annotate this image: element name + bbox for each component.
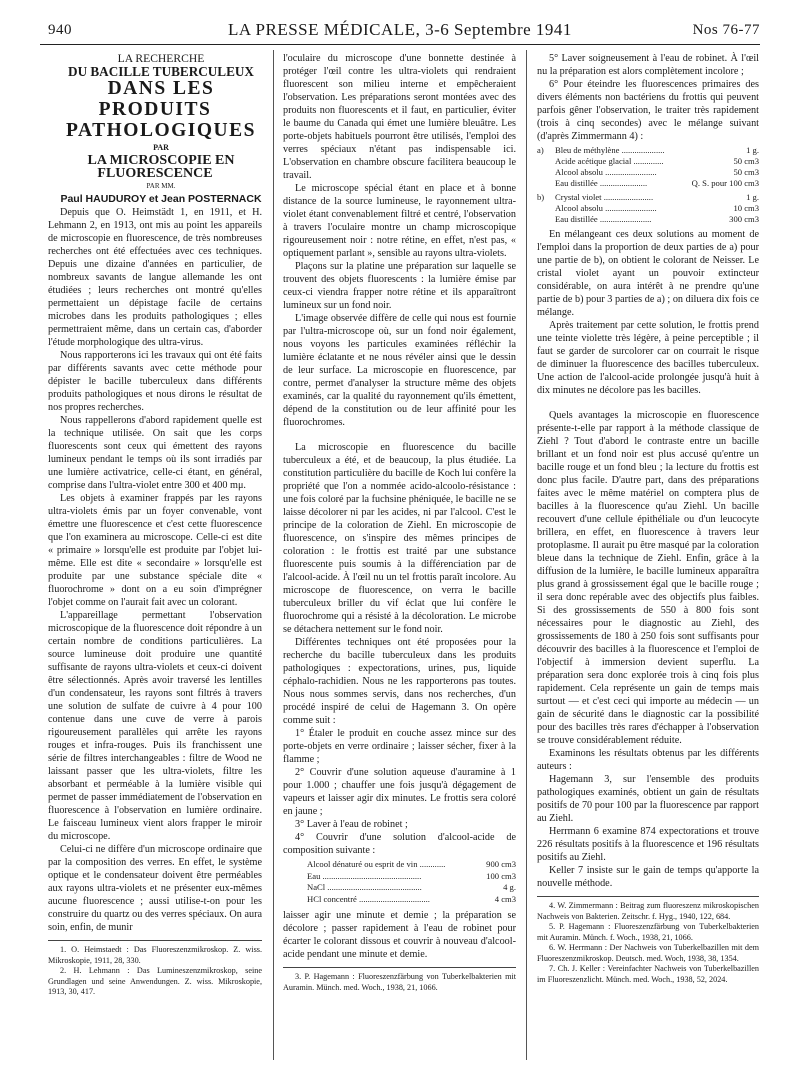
column-1 bbox=[48, 52, 262, 998]
paragraph: Examinons les résultats obtenus par les différents auteurs : bbox=[537, 748, 759, 772]
page-number: 940 bbox=[48, 22, 72, 38]
footnote: 6. W. Herrmann : Der Nachweis von Tuberkelbazillen mit dem Fluoreszenzmikroskop. Deutsch. med. Woch, 1938, 38, 1354. bbox=[537, 943, 759, 963]
column-3 bbox=[537, 52, 759, 985]
article-title-line-1: DANS LES PRODUITS bbox=[98, 78, 215, 120]
reagent-row: Acide acétique glacial .............. 50 cm3 bbox=[555, 156, 759, 166]
footnote-rule bbox=[48, 940, 262, 941]
paragraph: Quels avantages la microscopie en fluorescence présente-t-elle par rapport à la méthode classique de Ziehl ? Tout d'abord le contraste entre un bacille brillant et un fond noir est plus accusé qu'entre un bacille rouge et un fond bleu ; la lecture du frottis est donc plus facile. D'autre part, dans des préparations faites avec le même matériel on comptera plus de bacilles à la fluorescence qu'au Ziehl. Un bacille recouvert d'une cellule épithéliale ou d'un leucocyte brillera, en effet, en fluorescence à travers leur protoplasme. Il aurait pu être masqué par la coloration bleue dans la technique de Ziehl. Enfin, grâce à la diffusion de la lumière, le bacille lumineux apparaîtra plus grand à grossissement égal que le bacille rouge ; il sera donc repérable avec des objectifs plus faibles. Si des grossissements de 550 à 800 fois sont nécessaires pour le diagnostic au Ziehl, des grossissements de 180 à 250 fois sont suffisants pour découvrir des bacilles à la fluorescence et l'emploi de l'objectif à immersion devient superflu. La préparation sera donc explorée trois à cinq fois plus rapidement. Cela représente un gain de temps mais surtout — et c'est ceci qui importe au médecin — un gain de sécurité dans le diagnostic car la possibilité pour des bacilles très rares d'échapper à l'observation se trouve considérablement réduite. bbox=[537, 410, 759, 746]
journal-title: LA PRESSE MÉDICALE, 3-6 Septembre 1941 bbox=[228, 20, 572, 39]
footnote: 5. P. Hagemann : Fluoreszenzfärbung von Tuberkelbakterien mit Auramin. Münch. f. Woch., 1938, 21, 1066. bbox=[537, 922, 759, 942]
paragraph: Les objets à examiner frappés par les rayons ultra-violets émis par un foyer convenable, vont émettre une fluorescence et c'est cette fluorescence que l'on examinera au microscope. Celle-ci est dite « primaire » lorsqu'elle est produite par l'objet lui-même. Elle est dite « secondaire » lorsqu'elle est produite par une substance spéciale dite « fluorochrome » dont on a eu soin d'imprégner l'objet comme on l'aurait fait avec un colorant. bbox=[48, 493, 262, 608]
alcohol-acid-formula bbox=[307, 859, 516, 905]
formula-row: NaCl ............................................ 4 g. bbox=[307, 882, 516, 892]
reagent-row: b) Crystal violet ....................... 1 g. bbox=[537, 192, 759, 202]
paragraph: Depuis que O. Heimstädt 1, en 1911, et H. Lehmann 2, en 1913, ont mis au point les appareils de microscopie en fluorescence, de très nombreuses recherches ont été effectuées avec ces techniques. Depuis une dizaine d'années en particulier, de nombreux savants de langue allemande les ont étudiées ; leurs recherches ont montré qu'elles permettaient un dépistage facile de certains microbes dans les produits pathologiques ; elles permettraient même, dans un certain cas, d'aborder l'étude morphologique des ultra-virus. bbox=[48, 207, 262, 348]
reagent-row: a) Bleu de méthylène .................... 1 g. bbox=[537, 145, 759, 155]
paragraph: Différentes techniques ont été proposées pour la recherche du bacille tuberculeux dans les produits pathologiques : expectorations, urines, pus, liquide céphalo-rachidien. Nous ne les rapporterons pas toutes. Nous nous sommes servis, dans nos recherches, d'un procédé inspiré de celui de Hagemann 3. On opère comme suit : bbox=[283, 637, 516, 726]
footnote: 7. Ch. J. Keller : Vereinfachter Nachweis von Tuberkelbazillen im Fluoreszenzlicht. Münch. med. Woch., 1938, 52, 2024. bbox=[537, 964, 759, 984]
column-rule-1 bbox=[273, 50, 274, 1060]
paragraph: Après traitement par cette solution, le frottis prend une teinte violette très légère, à peine perceptible ; il faut se garder de surcolorer car on courrait le risque de diminuer la fluorescence des bacilles tuberculeux. Une action de l'alcool-acide prolongée jusqu'à huit à dix minutes ne décolore pas les bacilles. bbox=[537, 320, 759, 396]
paragraph: Le microscope spécial étant en place et à bonne distance de la source lumineuse, le rayonnement ultra-violet étant convenablement filtré et centré, l'observation à travers l'oculaire montre un champ microscopique rigoureusement noir : notre rétine, en effet, n'est pas, « optiquement parlant », sensible au rayons ultra-violets. bbox=[283, 183, 516, 259]
step: 3° Laver à l'eau de robinet ; bbox=[295, 819, 408, 830]
footnote-rule bbox=[537, 896, 759, 897]
paragraph: Keller 7 insiste sur le gain de temps qu'apporte la nouvelle méthode. bbox=[537, 865, 759, 889]
reagent-row: Eau distillée ...................... Q. S. pour 100 cm3 bbox=[555, 178, 759, 188]
paragraph: La microscopie en fluorescence du bacille tuberculeux a été, et de beaucoup, la plus étudiée. La constitution particulière du bacille de Koch lui confère la propriété que l'on a nommée acido-alcoolo-résistance : une fois coloré par la fuchsine phéniquée, le bacille ne se laisse décolorer ni par les acides, ni par l'alcool. C'est le principe de la coloration de Ziehl. En microscopie de fluorescence, on s'inspire des mêmes principes de coloration : le frottis est traité par une substance fluorescente puis soumis à la différenciation par de l'alcool-acide. À l'œil nu un tel frottis paraît incolore. Au microscope de fluorescence, on verra le bacille tuberculeux briller du vif éclat que lui confère le fluorochrome qui a résisté à la décoloration. Le microbe se détachera nettement sur le fond noir. bbox=[283, 442, 516, 635]
step: 6° Pour éteindre les fluorescences primaires des divers éléments non bactériens du frottis qui peuvent parfois gêner l'observation, le traiter très rapidement (trois à cinq secondes) avec le mélange suivant (d'après Zimmermann 4) : bbox=[537, 79, 759, 142]
article-title-line-2: PATHOLOGIQUES bbox=[66, 120, 256, 141]
reagent-list-b bbox=[537, 192, 759, 225]
paragraph: Plaçons sur la platine une préparation sur laquelle se trouvent des objets fluorescents : la lumière émise par ceux-ci viendra frapper notre rétine et ils apparaîtront lumineux sur un fond noir. bbox=[283, 261, 516, 311]
footnote: 3. P. Hagemann : Fluoreszenzfärbung von Tuberkelbakterien mit Auramin. Münch. med. Woch., 1938, 21, 1066. bbox=[283, 972, 516, 992]
header-rule bbox=[40, 44, 760, 45]
step: 4° Couvrir d'une solution d'alcool-acide de composition suivante : bbox=[283, 832, 516, 856]
formula-row: HCl concentré ................................. 4 cm3 bbox=[307, 893, 516, 904]
paragraph: laisser agir une minute et demie ; la préparation se décolore ; passer rapidement à l'eau de robinet pour écarter le colorant dissous et couvrir à nouveau d'alcool-acide pendant une minute et demie. bbox=[283, 910, 516, 960]
reagent-list-a bbox=[537, 145, 759, 189]
paragraph: l'oculaire du microscope d'une bonnette destinée à protéger l'œil contre les ultra-violets qui rendraient fluorescent son milieu interne et empêcheraient l'observation. Les préparations seront montées avec des produits non fluorescents et il faut, en particulier, éviter le baume du Canada qui émet une lumière bleuâtre. Les porte-objets habituels pourront être utilisés, l'emploi des verres spéciaux n'étant pas indispensable ici. L'observation en chambre obscure facilitera beaucoup le travail. bbox=[283, 53, 516, 181]
reagent-row: Alcool absolu ........................ 10 cm3 bbox=[555, 203, 759, 213]
step: 2° Couvrir d'une solution aqueuse d'auramine à 1 pour 1.000 ; chauffer une fois jusqu'à dégagement de vapeurs et laisser agir dix minutes. Le frottis sera coloré en jaune ; bbox=[283, 767, 516, 817]
paragraph: Nous rapporterons ici les travaux qui ont été faits par différents savants avec cette méthode pour dépister le bacille tuberculeux dans différents produits pathologiques et nous dirons le résultat de nos propres recherches. bbox=[48, 350, 262, 413]
article-method: LA MICROSCOPIE EN FLUORESCENCE bbox=[87, 153, 235, 181]
step: 1° Étaler le produit en couche assez mince sur des porte-objets en verre ordinaire ; laisser sécher, fixer à la flamme ; bbox=[283, 728, 516, 765]
paragraph: Herrmann 6 examine 874 expectorations et trouve 226 résultats positifs à la fluorescence et 196 résultats positifs au Ziehl. bbox=[537, 826, 759, 863]
step: 5° Laver soigneusement à l'eau de robinet. À l'œil nu la préparation est alors complètement incolore ; bbox=[537, 53, 759, 77]
footnote-rule bbox=[283, 967, 516, 968]
column-2 bbox=[283, 52, 516, 993]
footnote: 1. O. Heimstaedt : Das Fluoreszenzmikroskop. Z. wiss. Mikroskopie, 1911, 28, 330. bbox=[48, 945, 262, 965]
byline-par: PAR bbox=[153, 143, 169, 152]
footnote: 4. W. Zimmermann : Beitrag zum fluoreszenz mikroskopischen Nachweis von Bakterien. Zeitschr. f. Hyg., 1940, 122, 684. bbox=[537, 901, 759, 921]
reagent-row: Alcool absolu ........................ 50 cm3 bbox=[555, 167, 759, 177]
article-subtitle: DU BACILLE TUBERCULEUX bbox=[68, 64, 254, 79]
paragraph: Nous rappellerons d'abord rapidement quelle est la technique utilisée. On sait que les corps fluorescents sont ceux qui émettent des rayons lumineux pendant le temps où ils sont irradiés par une lumière activatrice, celle-ci étant, en général, comprise dans l'ultra-violet entre 300 et 400 mμ. bbox=[48, 415, 262, 491]
issue-number: Nos 76-77 bbox=[692, 22, 760, 38]
running-header bbox=[40, 18, 760, 40]
paragraph: L'appareillage permettant l'observation microscopique de la fluorescence doit répondre à un certain nombre de conditions particulières. La source lumineuse doit produire une quantité suffisante de rayons ultra-violets et ceux-ci doivent être sélectionnés. Après avoir traversé les lentilles d'un condensateur, les rayons sont filtrés à travers une solution de sulfate de cuivre à 4 pour 100 contenue dans une cuve de verre à parois rigoureusement parallèles qui arrête les rayons rouges et infra-rouges. Puis ils franchissent une série de filtres interchangeables : filtre de Wood ne laissant passer que les ultra-violets, filtre les absorbant et perméable à la lumière visible qui permet de passer immédiatement de l'observation en fluorescence à l'observation en lumière ordinaire. Le faisceau lumineux vient alors frapper le miroir du microscope. bbox=[48, 610, 262, 842]
article-kicker: LA RECHERCHE bbox=[117, 52, 205, 65]
reagent-row: Eau distillée ........................ 300 cm3 bbox=[555, 214, 759, 224]
paragraph: Celui-ci ne diffère d'un microscope ordinaire que par la composition des verres. En effet, le système optique et le condensateur doivent être perméables aux rayons ultra-violets et ne présenter eux-mêmes aucune fluorescence ; aussi utilise-t-on pour les construire du quartz ou des verres spéciaux. On aura soin, enfin, de munir bbox=[48, 844, 262, 933]
column-rule-2 bbox=[526, 50, 527, 1060]
article-authors: Paul HAUDUROY et Jean POSTERNACK bbox=[60, 193, 262, 205]
byline-par-mm: PAR MM. bbox=[146, 182, 176, 190]
paragraph: Hagemann 3, sur l'ensemble des produits pathologiques examinés, obtient un gain de résultats positifs de 70 pour 100 par la fluorescence par rapport au Ziehl. bbox=[537, 774, 759, 824]
formula-row: Alcool dénaturé ou esprit de vin ............ 900 cm3 bbox=[307, 859, 516, 869]
formula-row: Eau .............................................. 100 cm3 bbox=[307, 870, 516, 881]
paragraph: En mélangeant ces deux solutions au moment de l'emploi dans la proportion de deux parties de a) pour une partie de b), on obtient le colorant de Neisser. Le cristal violet ayant un pouvoir extincteur considérable, on aura intérêt à ne prendre qu'une partie de b) pour 3 parties de a) ; on diluera dix fois ce mélange. bbox=[537, 229, 759, 318]
paragraph: L'image observée diffère de celle qui nous est fournie par l'ultra-microscope où, sur un fond noir également, nous voyons les particules examinées réfléchir la lumière éclatante et ne nous révéler ainsi que le dessin de leur surface. La microscopie en fluorescence, par contre, permet d'analyser la structure même des objets examinés, car la qualité du rayonnement qu'ils émettent, dépend de la constitution ou de leur affinité pour les fluorochromes. bbox=[283, 313, 516, 428]
footnote: 2. H. Lehmann : Das Lumineszenzmikroskop, seine Grundlagen und seine Anwendungen. Z. wiss. Mikroskopie, 1913, 30, 417. bbox=[48, 966, 262, 996]
